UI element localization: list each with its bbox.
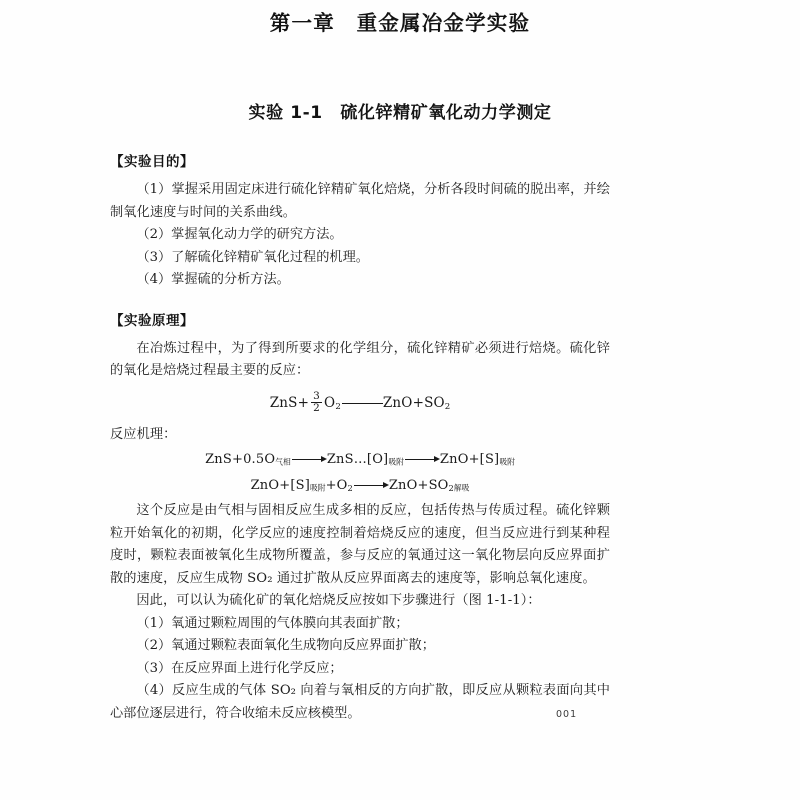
mech1-term-3-subscript: 吸附 — [499, 457, 515, 467]
mechanism-equation-line-2 — [110, 475, 610, 499]
equation-plus-sign: + — [297, 394, 310, 411]
equation-product-so-subscript: 2 — [444, 401, 451, 412]
purpose-item-3: （3）了解硫化锌精矿氧化过程的机理。 — [136, 249, 369, 265]
chapter-title: 第一章 重金属冶金学实验 — [269, 11, 531, 35]
fraction-numerator: 3 — [313, 389, 321, 402]
mech1-term-2-subscript: 吸附 — [388, 457, 404, 467]
section-heading-purpose: 【实验目的】 — [110, 154, 194, 170]
fraction-denominator: 2 — [313, 402, 321, 414]
purpose-item-1: （1）掌握采用固定床进行硫化锌精矿氧化焙烧，分析各段时间硫的脱出率，并绘制氧化速度与时间的关系曲线。 — [110, 182, 610, 220]
equation-plus-sign-2: + — [412, 394, 425, 411]
step-item-3: （3）在反应界面上进行化学反应； — [136, 660, 343, 676]
purpose-item-2: （2）掌握氧化动力学的研究方法。 — [136, 227, 343, 242]
mech2-term-1: ZnO+[S] — [250, 477, 310, 493]
equation-reactant-o-subscript: 2 — [335, 401, 341, 412]
page-number: 001 — [556, 709, 578, 720]
equation-product-so: SO — [424, 394, 445, 411]
equation-line — [110, 475, 610, 499]
equation-line — [110, 449, 610, 473]
principle-paragraph-2: 这个反应是由气相与固相反应生成多相的反应，包括传热与传质过程。硫化锌颗粒开始氧化的初期，化学反应的速度控制着焙烧反应的速度，但当反应进行到某种程度时，颗粒表面被氧化生成物所覆盖，参与反应的氧通过这一氧化物层向反应界面扩散的速度，反应生成物 SO₂ 通过扩散从反应界面离去的速度等，影响总氧化速度。 — [110, 503, 610, 586]
reaction-arrow-icon — [353, 479, 389, 492]
equation-reactant-o: O — [324, 394, 336, 411]
mech2-term-1-subscript: 吸附 — [309, 483, 326, 493]
purpose-item-4: （4）掌握硫的分析方法。 — [136, 272, 290, 287]
mech2-term-2: +O — [325, 477, 348, 493]
mech1-term-1-subscript: 气相 — [275, 457, 291, 467]
equation-fraction — [311, 391, 322, 414]
mech2-term-3-subscript: 解吸 — [453, 483, 470, 493]
reaction-arrow-icon — [291, 453, 327, 466]
section-spacer — [110, 292, 610, 309]
mech1-term-3: ZnO+[S] — [439, 451, 500, 467]
experiment-title: 实验 1-1 硫化锌精矿氧化动力学测定 — [248, 103, 552, 123]
mech1-term-2: ZnS…[O] — [326, 451, 389, 467]
equation-product-zno: ZnO — [382, 394, 413, 411]
equation-line — [110, 390, 610, 420]
principle-paragraph-3: 因此，可以认为硫化矿的氧化焙烧反应按如下步骤进行（图 1-1-1）： — [136, 593, 541, 609]
mech1-term-1: ZnS+0.5O — [205, 451, 276, 467]
mech2-term-3-subscript-num: 2 — [448, 482, 454, 493]
reaction-arrow-icon — [404, 453, 440, 466]
mech2-term-3: ZnO+SO — [388, 477, 449, 493]
step-item-1: （1）氧通过颗粒周围的气体膜向其表面扩散； — [136, 615, 409, 631]
equation-reactant-zns: ZnS — [269, 394, 298, 411]
main-reaction-equation — [110, 390, 610, 420]
mechanism-equation-line-1 — [110, 449, 610, 473]
mechanism-label: 反应机理： — [110, 427, 177, 443]
step-item-4: （4）反应生成的气体 SO₂ 向着与氧相反的方向扩散，即反应从颗粒表面向其中心部位逐层进行，符合收缩未反应核模型。 — [110, 683, 610, 721]
step-item-2: （2）氧通过颗粒表面氧化生成物向反应界面扩散； — [136, 638, 435, 654]
section-heading-principle: 【实验原理】 — [110, 312, 194, 329]
principle-paragraph-1: 在冶炼过程中，为了得到所要求的化学组分，硫化锌精矿必须进行焙烧。硫化锌的氧化是焙烧过程最主要的反应： — [110, 340, 610, 378]
mech2-term-2-subscript: 2 — [347, 482, 353, 493]
reaction-arrow-icon — [341, 396, 383, 410]
page-content — [110, 150, 610, 725]
